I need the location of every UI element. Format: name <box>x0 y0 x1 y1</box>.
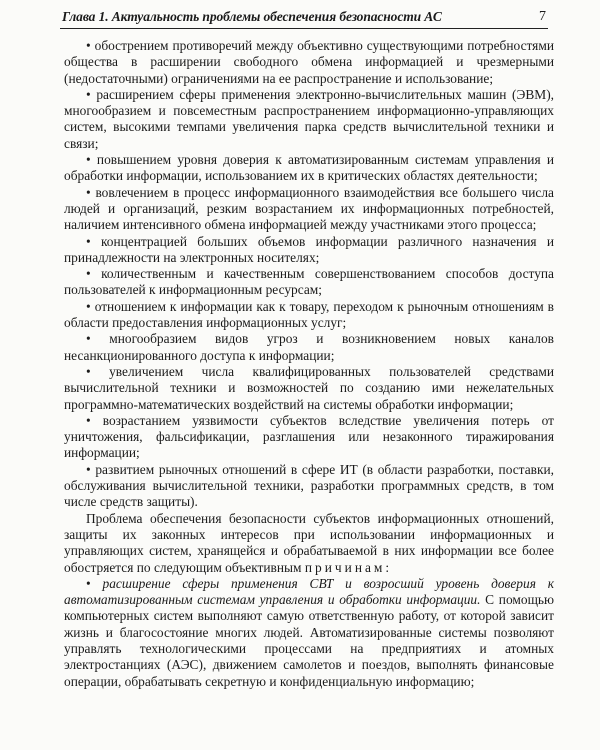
final-item-text: С помощью компьютерных систем выполняют самую ответственную работу, от которой зависит жизнь и благосостояние многих людей. Автоматизированные системы позволяют управлять технологическими процессами на предприятиях и атомных электростанциях (АЭС), движением самолетов и поездов, выполнять финансовые операции, обрабатывать секретную и конфиденциальную информацию; <box>64 592 554 689</box>
chapter-title: Глава 1. Актуальность проблемы обеспечения безопасности АС <box>62 9 442 24</box>
list-item: • возрастанием уязвимости субъектов вследствие увеличения потерь от уничтожения, фальсификации, разглашения или незаконного тиражирования информации; <box>64 413 554 462</box>
paragraph-text: Проблема обеспечения безопасности субъектов информационных отношений, защиты их законных интересов при использовании информационных и управляющих систем, хранящейся и обрабатываемой в них информации все более обостряется по следующим объективным <box>64 510 554 575</box>
list-item: • количественным и качественным совершенствованием способов доступа пользователей к информационным ресурсам; <box>64 266 554 299</box>
body-text <box>64 38 554 690</box>
paragraph-causes <box>64 511 554 576</box>
list-item: • обострением противоречий между объективно существующими потребностями общества в расширении свободного обмена информацией и чрезмерными (недостаточными) ограничениями на ее распространение и использование; <box>64 38 554 87</box>
list-item: • расширением сферы применения электронно-вычислительных машин (ЭВМ), многообразием и повсеместным распространением информационно-управляющих систем, высокими темпами увеличения парка средств вычислительной техники и связи; <box>64 87 554 152</box>
list-item: • многообразием видов угроз и возникновением новых каналов несанкционированного доступа к информации; <box>64 331 554 364</box>
list-item: • развитием рыночных отношений в сфере ИТ (в области разработки, поставки, обслуживания вычислительной техники, разработки программных средств, в том числе средств защиты). <box>64 462 554 511</box>
emphasis-word: причинам <box>304 559 386 575</box>
italic-lead: расширение сферы применения СВТ и возросший уровень доверия к автоматизированным системам управления и обработки информации. <box>64 575 554 608</box>
list-item: • концентрацией больших объемов информации различного назначения и принадлежности на электронных носителях; <box>64 234 554 267</box>
running-header <box>60 6 548 29</box>
list-item: • вовлечением в процесс информационного взаимодействия все большего числа людей и организаций, резким возрастанием их информационных потребностей, наличием интенсивного обмена информацией между участниками этого процесса; <box>64 185 554 234</box>
list-item: • увеличением числа квалифицированных пользователей средствами вычислительной техники и возможностей по созданию ими нежелательных программно-математических воздействий на системы обработки информации; <box>64 364 554 413</box>
list-item-final <box>64 576 554 690</box>
paragraph-end: : <box>385 559 390 575</box>
page-number: 7 <box>539 9 546 24</box>
list-item: • отношением к информации как к товару, переходом к рыночным отношениям в области предоставления информационных услуг; <box>64 299 554 332</box>
list-item: • повышением уровня доверия к автоматизированным системам управления и обработки информации, использованием их в критических областях деятельности; <box>64 152 554 185</box>
